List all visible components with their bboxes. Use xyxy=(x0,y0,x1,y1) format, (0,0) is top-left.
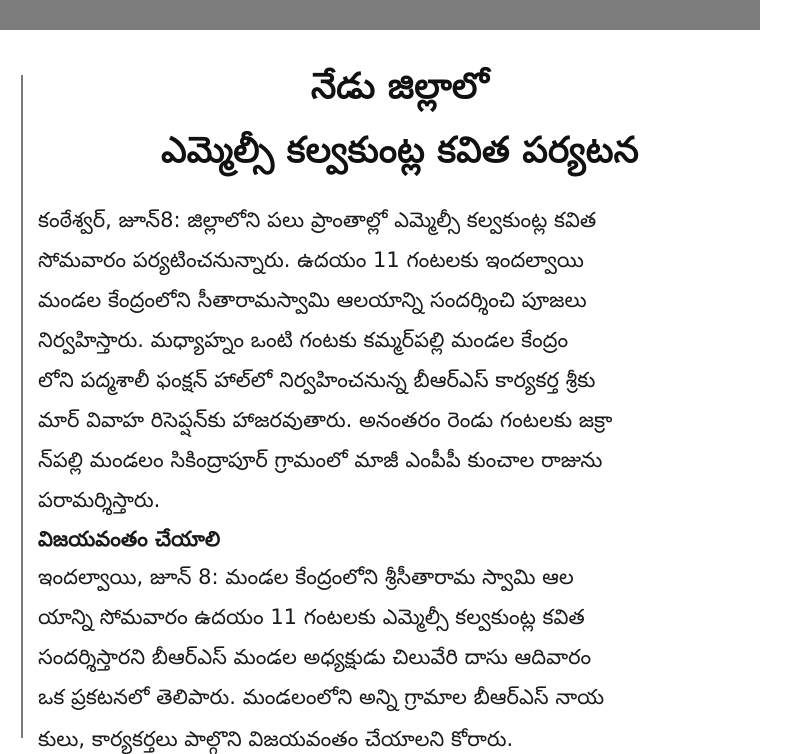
subhead: విజయవంతం చేయాలి xyxy=(38,527,221,551)
story-line: నిర్వహిస్తారు. మధ్యాహ్నం ఒంటి గంటకు కమ్మర్‌పల్లి మండల కేంద్రం xyxy=(38,328,569,352)
story-line: పరామర్శిస్తారు. xyxy=(38,488,161,512)
story-line-cut: కులు, కార్యకర్తలు పాల్గొని విజయవంతం చేయాలని కోరారు. xyxy=(38,727,514,751)
story-line: లోని పద్మశాలీ ఫంక్షన్ హాల్‌లో నిర్వహించనున్న బీఆర్ఎస్ కార్యకర్త శ్రీకు xyxy=(38,368,596,392)
story-line: యాన్ని సోమవారం ఉదయం 11 గంటలకు ఎమ్మెల్సీ కల్వకుంట్ల కవిత xyxy=(38,605,585,629)
story-line: ఒక ప్రకటనలో తెలిపారు. మండలంలోని అన్ని గ్రామాల బీఆర్ఎస్ నాయ xyxy=(38,685,605,709)
story-line: ఇందల్వాయి, జూన్ 8: మండల కేంద్రంలోని శ్రీసీతారామ స్వామి ఆల xyxy=(38,565,574,589)
story-line: న్‌పల్లి మండలం సికింద్రాపూర్ గ్రామంలో మాజీ ఎంపీపీ కుంచాల రాజును xyxy=(38,448,603,472)
story-line: సందర్శిస్తారని బీఆర్ఎస్ మండల అధ్యక్షుడు చిలువేరి దాసు ఆదివారం xyxy=(38,645,592,669)
story-line: సోమవారం పర్యటించనున్నారు. ఉదయం 11 గంటలకు ఇందల్వాయి xyxy=(38,248,584,272)
story-line: మార్ వివాహ రిసెప్షన్‌కు హాజరవుతారు. అనంతరం రెండు గంటలకు జక్రా xyxy=(38,408,613,432)
top-gray-bar xyxy=(0,0,760,30)
headline-line-2: ఎమ్మెల్సీ కల్వకుంట్ల కవిత పర్యటన xyxy=(161,130,639,171)
story-line: మండల కేంద్రంలోని సీతారామస్వామి ఆలయాన్ని సందర్శించి పూజలు xyxy=(38,288,587,312)
story-line: కంఠేశ్వర్, జూన్8: జిల్లాలోని పలు ప్రాంతాల్లో ఎమ్మెల్సీ కల్వకుంట్ల కవిత xyxy=(38,208,597,232)
column-rule xyxy=(21,75,23,738)
headline-line-1: నేడు జిల్లాలో xyxy=(311,66,489,107)
